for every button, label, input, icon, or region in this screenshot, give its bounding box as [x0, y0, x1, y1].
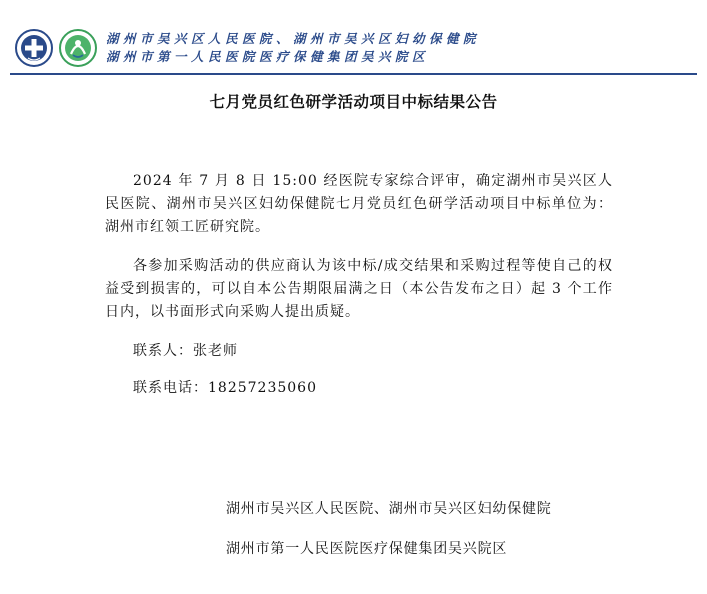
contact-person: 联系人：张老师: [133, 343, 238, 359]
letterhead-line-1: 湖州市吴兴区人民医院、湖州市吴兴区妇幼保健院: [106, 31, 481, 46]
maternal-child-health-logo-icon: [58, 28, 98, 68]
paragraph-award: 2024 年 7 月 8 日 15:00 经医院专家综合评审，确定湖州市吴兴区人民医院、湖州市吴兴区妇幼保健院七月党员红色研学活动项目中标单位为：湖州市红领工匠研究院。: [105, 173, 613, 235]
signature-line-2: 湖州市第一人民医院医疗保健集团吴兴院区: [226, 541, 508, 557]
letterhead-text: [106, 30, 480, 66]
signature-block: [226, 497, 552, 577]
letterhead-line-2: 湖州市第一人民医院医疗保健集团吴兴院区: [106, 49, 430, 64]
signature-line-1: 湖州市吴兴区人民医院、湖州市吴兴区妇幼保健院: [226, 501, 552, 517]
contact-phone: 联系电话：18257235060: [133, 380, 317, 396]
notice-title: 七月党员红色研学活动项目中标结果公告: [209, 93, 498, 111]
letterhead: [0, 0, 707, 78]
paragraph-objection: 各参加采购活动的供应商认为该中标/成交结果和采购过程等使自己的权益受到损害的，可以自本公告期限届满之日（本公告发布之日）起 3 个工作日内，以书面形式向采购人提出质疑。: [105, 258, 613, 320]
letterhead-divider: [10, 73, 697, 75]
notice-body: [105, 170, 613, 414]
hospital-cross-logo-icon: [14, 28, 54, 68]
